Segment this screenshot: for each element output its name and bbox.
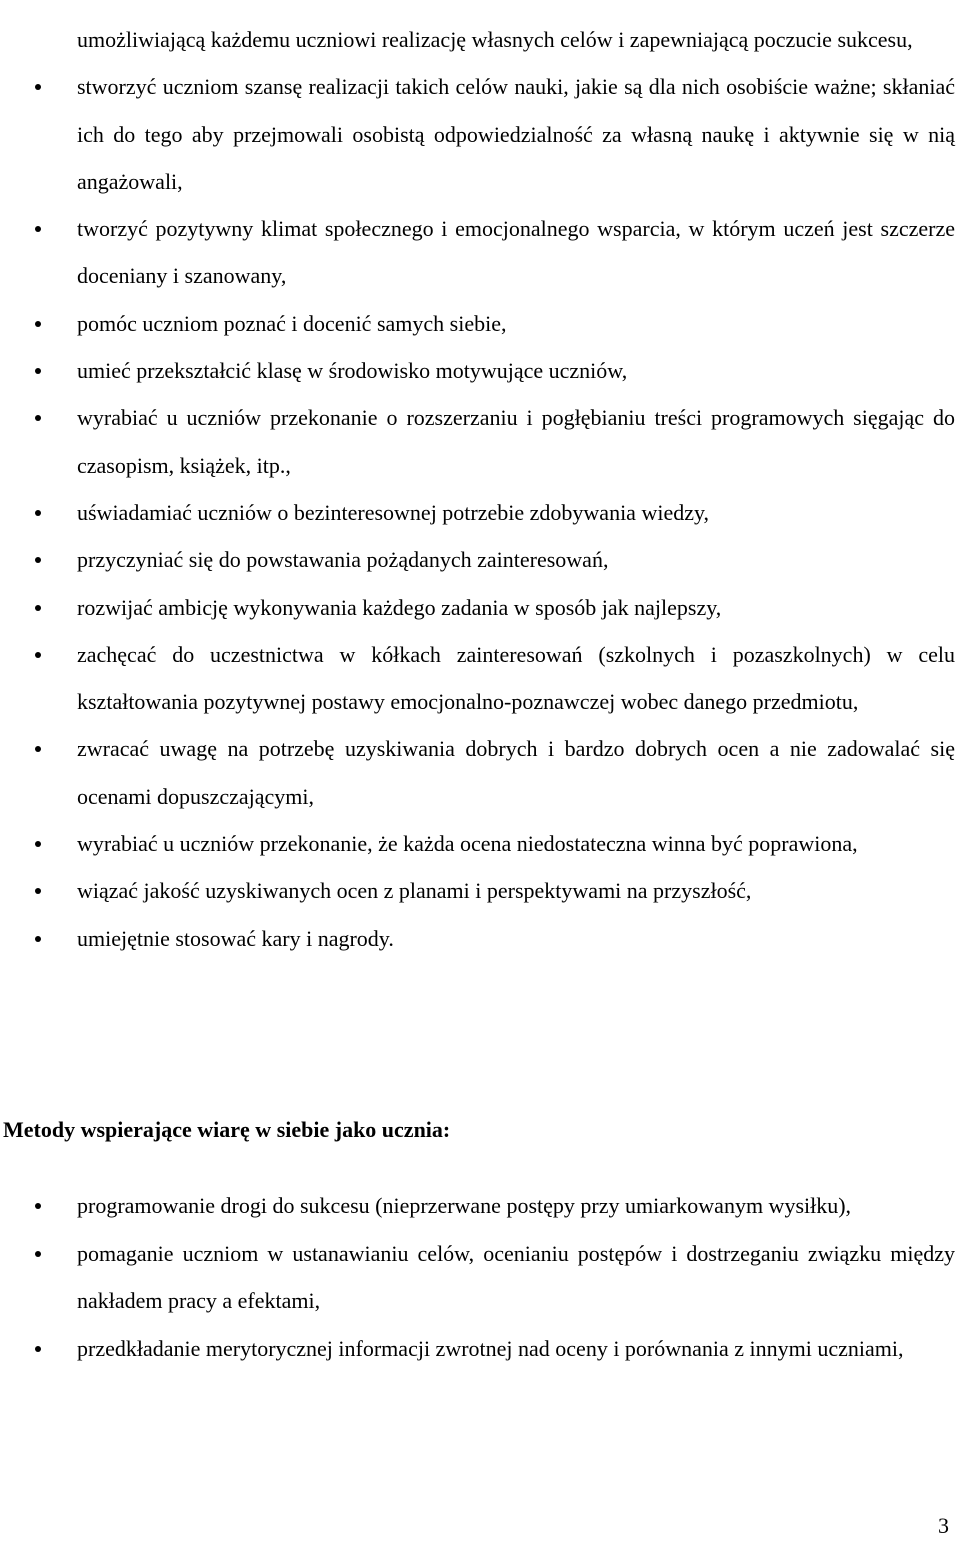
list-item: zwracać uwagę na potrzebę uzyskiwania dobrych i bardzo dobrych ocen a nie zadowalać się ocenami dopuszczającymi, (0, 725, 955, 820)
list-item: przedkładanie merytorycznej informacji zwrotnej nad oceny i porównania z innymi uczniami, (0, 1325, 955, 1373)
list-item: wyrabiać u uczniów przekonanie o rozszerzaniu i pogłębianiu treści programowych sięgając do czasopism, książek, itp., (0, 394, 955, 489)
list-item: wiązać jakość uzyskiwanych ocen z planami i perspektywami na przyszłość, (0, 867, 955, 914)
list-item: umożliwiającą każdemu uczniowi realizację własnych celów i zapewniającą poczucie sukcesu, (77, 27, 913, 52)
list-item: programowanie drogi do sukcesu (nieprzerwane postępy przy umiarkowanym wysiłku), (0, 1182, 955, 1230)
list-item: tworzyć pozytywny klimat społecznego i emocjonalnego wsparcia, w którym uczeń jest szczerze doceniany i szanowany, (0, 205, 955, 300)
list-item: przyczyniać się do powstawania pożądanych zainteresowań, (0, 536, 955, 583)
list-item: umiejętnie stosować kary i nagrody. (0, 915, 955, 962)
page-number: 3 (938, 1513, 949, 1538)
list-item: wyrabiać u uczniów przekonanie, że każda ocena niedostateczna winna być poprawiona, (0, 820, 955, 867)
list-item: rozwijać ambicję wykonywania każdego zadania w sposób jak najlepszy, (0, 584, 955, 631)
bullet-list-motivation (0, 16, 955, 962)
section-heading: Metody wspierające wiarę w siebie jako ucznia: (3, 1117, 451, 1142)
list-item: umieć przekształcić klasę w środowisko motywujące uczniów, (0, 347, 955, 394)
list-item: pomóc uczniom poznać i docenić samych siebie, (0, 300, 955, 347)
list-item: stworzyć uczniom szansę realizacji takich celów nauki, jakie są dla nich osobiście ważne; skłaniać ich do tego aby przejmowali osobistą odpowiedzialność za własną naukę i aktywnie się w nią angażowali, (0, 63, 955, 205)
list-item: pomaganie uczniom w ustanawianiu celów, ocenianiu postępów i dostrzeganiu związku między nakładem pracy a efektami, (0, 1230, 955, 1325)
list-item: uświadamiać uczniów o bezinteresownej potrzebie zdobywania wiedzy, (0, 489, 955, 536)
list-item: zachęcać do uczestnictwa w kółkach zainteresowań (szkolnych i pozaszkolnych) w celu kształtowania pozytywnej postawy emocjonalno-poznawczej wobec danego przedmiotu, (0, 631, 955, 726)
bullet-list-self-confidence-methods (0, 1182, 955, 1372)
